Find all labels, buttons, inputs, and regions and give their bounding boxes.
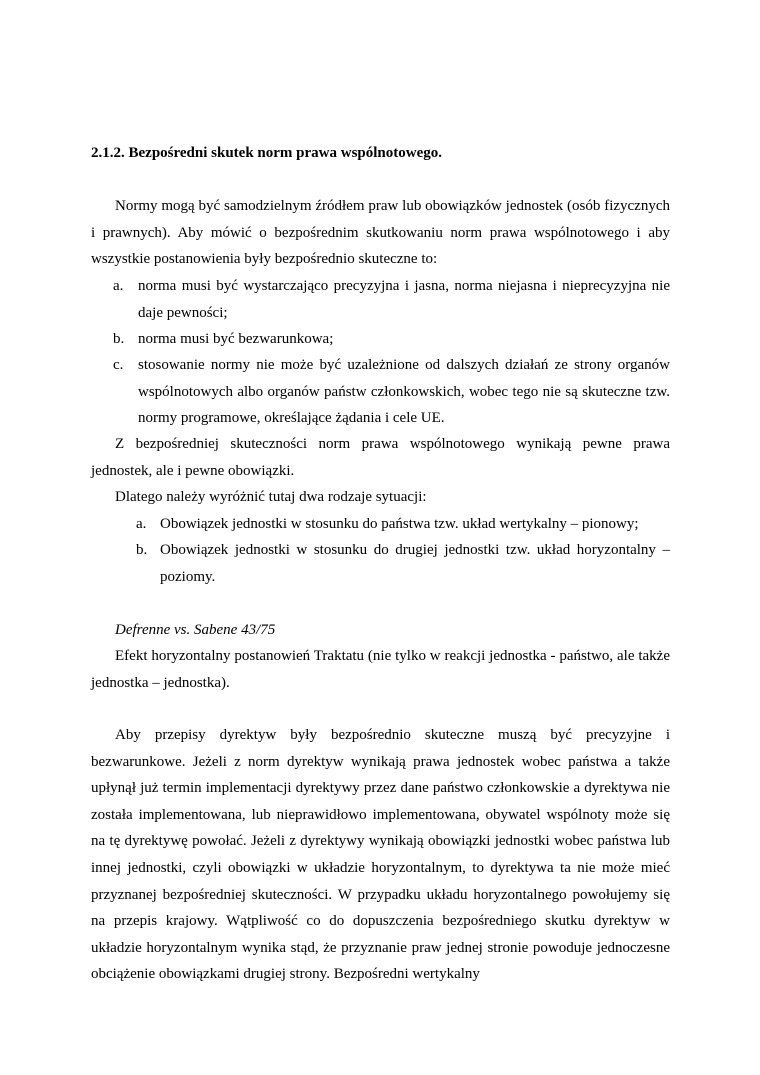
list-item-text: norma musi być wystarczająco precyzyjna i jasna, norma niejasna i nieprecyzyjna nie daje pewności; — [138, 278, 670, 321]
list-marker: b. — [136, 542, 148, 558]
section-heading: 2.1.2. Bezpośredni skutek norm prawa wspólnotowego. — [91, 145, 442, 161]
obligations-paragraph: Z bezpośredniej skuteczności norm prawa wspólnotowego wynikają pewne prawa jednostek, ale i pewne obowiązki. — [91, 436, 670, 479]
situation-item-b — [136, 537, 670, 590]
case-title: Defrenne vs. Sabene 43/75 — [115, 622, 276, 638]
list-marker: c. — [113, 357, 124, 373]
directives-paragraph: Aby przepisy dyrektyw były bezpośrednio skuteczne muszą być precyzyjne i bezwarunkowe. Jeżeli z norm dyrektyw wynikają prawa jednostek wobec państwa a także upłynął już termin implementacji dyrektywy przez dane państwo członkowskie a dyrektywa nie została implementowana, lub nieprawidłowo implementowana, obywatel wspólnoty może się na tę dyrektywę powołać. Jeżeli z dyrektywy wynikają obowiązki jednostki wobec państwa lub innej jednostki, czyli obowiązki w układzie horyzontalnym, to dyrektywa ta nie może mieć przyznanej bezpośredniej skuteczności. W przypadku układu horyzontalnego powołujemy się na przepis krajowy. Wątpliwość co do dopuszczenia bezpośredniego skutku dyrektyw w układzie horyzontalnym wynika stąd, że przyznanie praw jednej stronie powoduje jednoczesne obciążenie obowiązkami drugiej strony. Bezpośredni wertykalny — [91, 727, 670, 983]
intro-paragraph: Normy mogą być samodzielnym źródłem praw lub obowiązków jednostek (osób fizycznych i prawnych). Aby mówić o bezpośrednim skutkowaniu norm prawa wspólnotowego i aby wszystkie postanowienia były bezpośrednio skuteczne to: — [91, 198, 670, 268]
list-item-text: Obowiązek jednostki w stosunku do drugiej jednostki tzw. układ horyzontalny – poziomy. — [160, 542, 670, 585]
condition-item-c — [113, 352, 670, 432]
list-item-text: stosowanie normy nie może być uzależnione od dalszych działań ze strony organów wspólnotowych albo organów państw członkowskich, wobec tego nie są skuteczne tzw. normy programowe, określające żądania i cele UE. — [138, 357, 670, 427]
list-item-text: Obowiązek jednostki w stosunku do państwa tzw. układ wertykalny – pionowy; — [160, 516, 639, 532]
list-marker: b. — [113, 331, 125, 347]
list-marker: a. — [136, 516, 147, 532]
case-paragraph: Efekt horyzontalny postanowień Traktatu (nie tylko w reakcji jednostka - państwo, ale także jednostka – jednostka). — [91, 648, 670, 691]
list-item-text: norma musi być bezwarunkowa; — [138, 331, 334, 347]
situation-item-a — [136, 511, 670, 538]
condition-item-b — [113, 326, 670, 353]
list-marker: a. — [113, 278, 124, 294]
situations-intro: Dlatego należy wyróżnić tutaj dwa rodzaje sytuacji: — [115, 489, 427, 505]
condition-item-a — [113, 273, 670, 326]
